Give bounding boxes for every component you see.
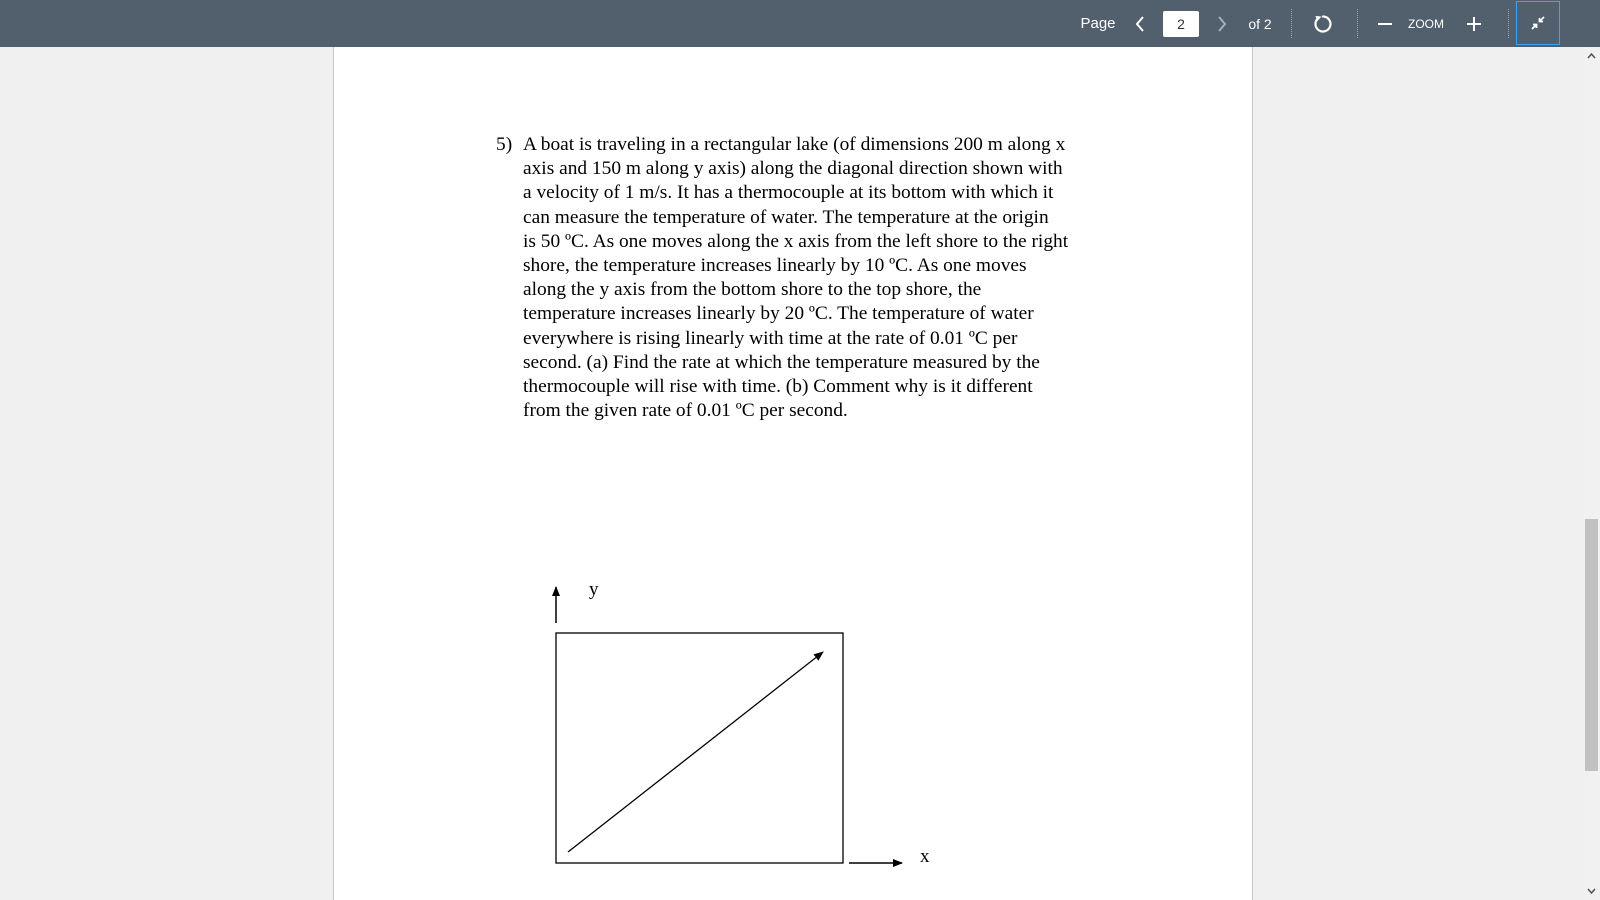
minus-icon bbox=[1377, 16, 1393, 32]
zoom-in-button[interactable] bbox=[1462, 0, 1486, 47]
zoom-label: ZOOM bbox=[1408, 16, 1444, 31]
problem-line: A boat is traveling in a rectangular lake (of dimensions 200 m along x bbox=[523, 134, 1066, 155]
scroll-down-button[interactable] bbox=[1583, 883, 1600, 900]
x-axis-label: x bbox=[920, 846, 930, 867]
scroll-up-button[interactable] bbox=[1583, 47, 1600, 64]
page-number-field-wrap bbox=[1163, 0, 1199, 47]
next-page-button[interactable] bbox=[1210, 0, 1234, 47]
boat-path-arrow bbox=[568, 652, 823, 852]
problem-number: 5) bbox=[496, 134, 513, 155]
lake-diagram bbox=[534, 527, 934, 867]
exit-fullscreen-button[interactable] bbox=[1516, 1, 1560, 45]
page-count-label: of 2 bbox=[1248, 15, 1272, 32]
pdf-page bbox=[333, 47, 1253, 900]
rotate-icon bbox=[1312, 13, 1334, 35]
previous-page-button[interactable] bbox=[1128, 0, 1152, 47]
page-number-input[interactable] bbox=[1163, 11, 1199, 37]
y-axis-label: y bbox=[589, 579, 599, 600]
chevron-left-icon bbox=[1134, 15, 1146, 33]
scroll-thumb[interactable] bbox=[1585, 519, 1598, 771]
problem-line: second. (a) Find the rate at which the temperature measured by the bbox=[523, 351, 1040, 373]
plus-icon bbox=[1466, 16, 1482, 32]
document-viewer bbox=[0, 47, 1600, 900]
toolbar-divider bbox=[1357, 9, 1358, 38]
vertical-scrollbar[interactable] bbox=[1583, 47, 1600, 900]
zoom-out-button[interactable] bbox=[1373, 0, 1397, 47]
problem-line: can measure the temperature of water. The temperature at the origin bbox=[523, 206, 1049, 228]
problem-line: a velocity of 1 m/s. It has a thermocouple at its bottom with which it bbox=[523, 182, 1054, 204]
toolbar-divider bbox=[1508, 9, 1509, 38]
toolbar-divider bbox=[1291, 9, 1292, 38]
problem-text bbox=[523, 133, 1135, 423]
chevron-down-icon bbox=[1587, 888, 1596, 895]
problem-line: everywhere is rising linearly with time at the rate of 0.01 ºC per bbox=[523, 327, 1018, 349]
problem-line: from the given rate of 0.01 ºC per second. bbox=[523, 400, 848, 422]
chevron-up-icon bbox=[1587, 52, 1596, 59]
rotate-button[interactable] bbox=[1310, 0, 1336, 47]
problem-line: axis and 150 m along y axis) along the diagonal direction shown with bbox=[523, 158, 1063, 180]
chevron-right-icon bbox=[1216, 15, 1228, 33]
exit-fullscreen-icon bbox=[1529, 14, 1547, 32]
problem-line: thermocouple will rise with time. (b) Comment why is it different bbox=[523, 376, 1033, 398]
pdf-toolbar bbox=[0, 0, 1600, 47]
lake-rectangle bbox=[556, 633, 843, 863]
problem-line: along the y axis from the bottom shore to the top shore, the bbox=[523, 279, 982, 301]
problem-line: shore, the temperature increases linearly by 10 ºC. As one moves bbox=[523, 255, 1027, 277]
page-label: Page bbox=[1080, 15, 1116, 32]
problem-line: temperature increases linearly by 20 ºC. The temperature of water bbox=[523, 303, 1034, 325]
problem-line: is 50 ºC. As one moves along the x axis from the left shore to the right bbox=[523, 230, 1069, 252]
